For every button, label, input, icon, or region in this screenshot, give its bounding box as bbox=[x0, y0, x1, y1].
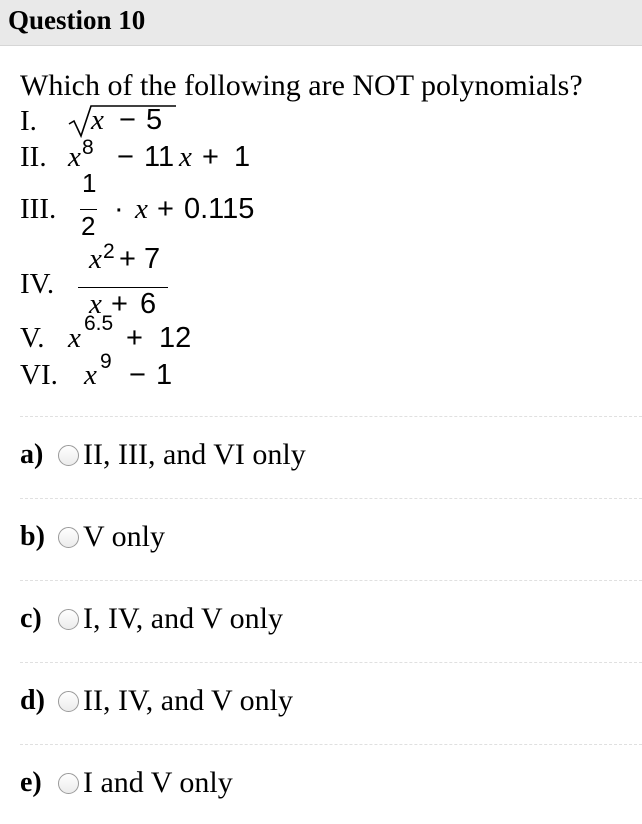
exponent: 9 bbox=[100, 350, 112, 373]
minus-sign: − bbox=[129, 359, 146, 391]
question-header bbox=[0, 0, 642, 46]
constant: 1 bbox=[156, 359, 173, 391]
variable-x: x bbox=[68, 322, 81, 354]
option-text[interactable]: II, IV, and V only bbox=[83, 684, 293, 717]
answer-option-a[interactable] bbox=[20, 437, 306, 473]
question-prompt: Which of the following are NOT polynomials? bbox=[20, 69, 583, 102]
numerator-variable-x: x bbox=[89, 243, 102, 275]
option-divider bbox=[20, 416, 642, 417]
numerator-plus-sign: + bbox=[119, 243, 136, 275]
option-letter: a) bbox=[20, 439, 44, 470]
variable-x: x bbox=[91, 104, 104, 136]
answer-option-e[interactable] bbox=[20, 765, 233, 801]
constant: 0.115 bbox=[184, 193, 255, 225]
option-text[interactable]: II, III, and VI only bbox=[83, 438, 306, 471]
option-divider bbox=[20, 662, 642, 663]
radio-button[interactable] bbox=[58, 691, 79, 712]
denominator-plus-sign: + bbox=[111, 288, 128, 320]
expression-label: VI. bbox=[20, 359, 58, 391]
answer-option-b[interactable] bbox=[20, 519, 165, 555]
option-text[interactable]: V only bbox=[83, 520, 165, 553]
expression-label: IV. bbox=[20, 268, 55, 300]
radio-button[interactable] bbox=[58, 445, 79, 466]
exponent: 6.5 bbox=[84, 312, 114, 335]
denominator-constant: 6 bbox=[140, 288, 157, 320]
expression-label: V. bbox=[20, 322, 45, 354]
minus-sign: − bbox=[119, 104, 136, 136]
radio-button[interactable] bbox=[58, 527, 79, 548]
numerator-exponent: 2 bbox=[103, 240, 115, 263]
answer-option-d[interactable] bbox=[20, 683, 293, 719]
option-text[interactable]: I and V only bbox=[83, 766, 233, 799]
fraction-denominator: 2 bbox=[81, 211, 96, 241]
variable-x: x bbox=[84, 359, 97, 391]
denominator-variable-x: x bbox=[89, 288, 102, 320]
exponent: 8 bbox=[82, 136, 94, 159]
coefficient: 11 bbox=[144, 141, 175, 173]
question-title: Question 10 bbox=[8, 5, 146, 35]
option-text[interactable]: I, IV, and V only bbox=[83, 602, 284, 635]
plus-sign: + bbox=[157, 193, 174, 225]
variable-x: x bbox=[68, 141, 81, 173]
dot-operator: · bbox=[114, 193, 124, 225]
constant: 5 bbox=[146, 104, 163, 136]
constant: 12 bbox=[159, 322, 192, 354]
option-letter: d) bbox=[20, 685, 45, 716]
minus-sign: − bbox=[117, 141, 134, 173]
numerator-constant: 7 bbox=[144, 243, 161, 275]
option-divider bbox=[20, 580, 642, 581]
option-divider bbox=[20, 498, 642, 499]
option-divider bbox=[20, 744, 642, 745]
fraction-numerator: 1 bbox=[82, 168, 97, 198]
plus-sign: + bbox=[126, 322, 143, 354]
option-letter: c) bbox=[20, 603, 42, 634]
constant: 1 bbox=[234, 141, 251, 173]
plus-sign: + bbox=[202, 141, 219, 173]
expression-label: I. bbox=[20, 105, 37, 137]
radio-button[interactable] bbox=[58, 773, 79, 794]
variable-x: x bbox=[135, 193, 148, 225]
option-letter: e) bbox=[20, 767, 42, 798]
variable-x: x bbox=[179, 141, 192, 173]
answer-option-c[interactable] bbox=[20, 601, 283, 637]
option-letter: b) bbox=[20, 521, 45, 552]
fraction-bar bbox=[80, 209, 97, 210]
expression-label: III. bbox=[20, 193, 57, 225]
expression-label: II. bbox=[20, 141, 47, 173]
radio-button[interactable] bbox=[58, 609, 79, 630]
